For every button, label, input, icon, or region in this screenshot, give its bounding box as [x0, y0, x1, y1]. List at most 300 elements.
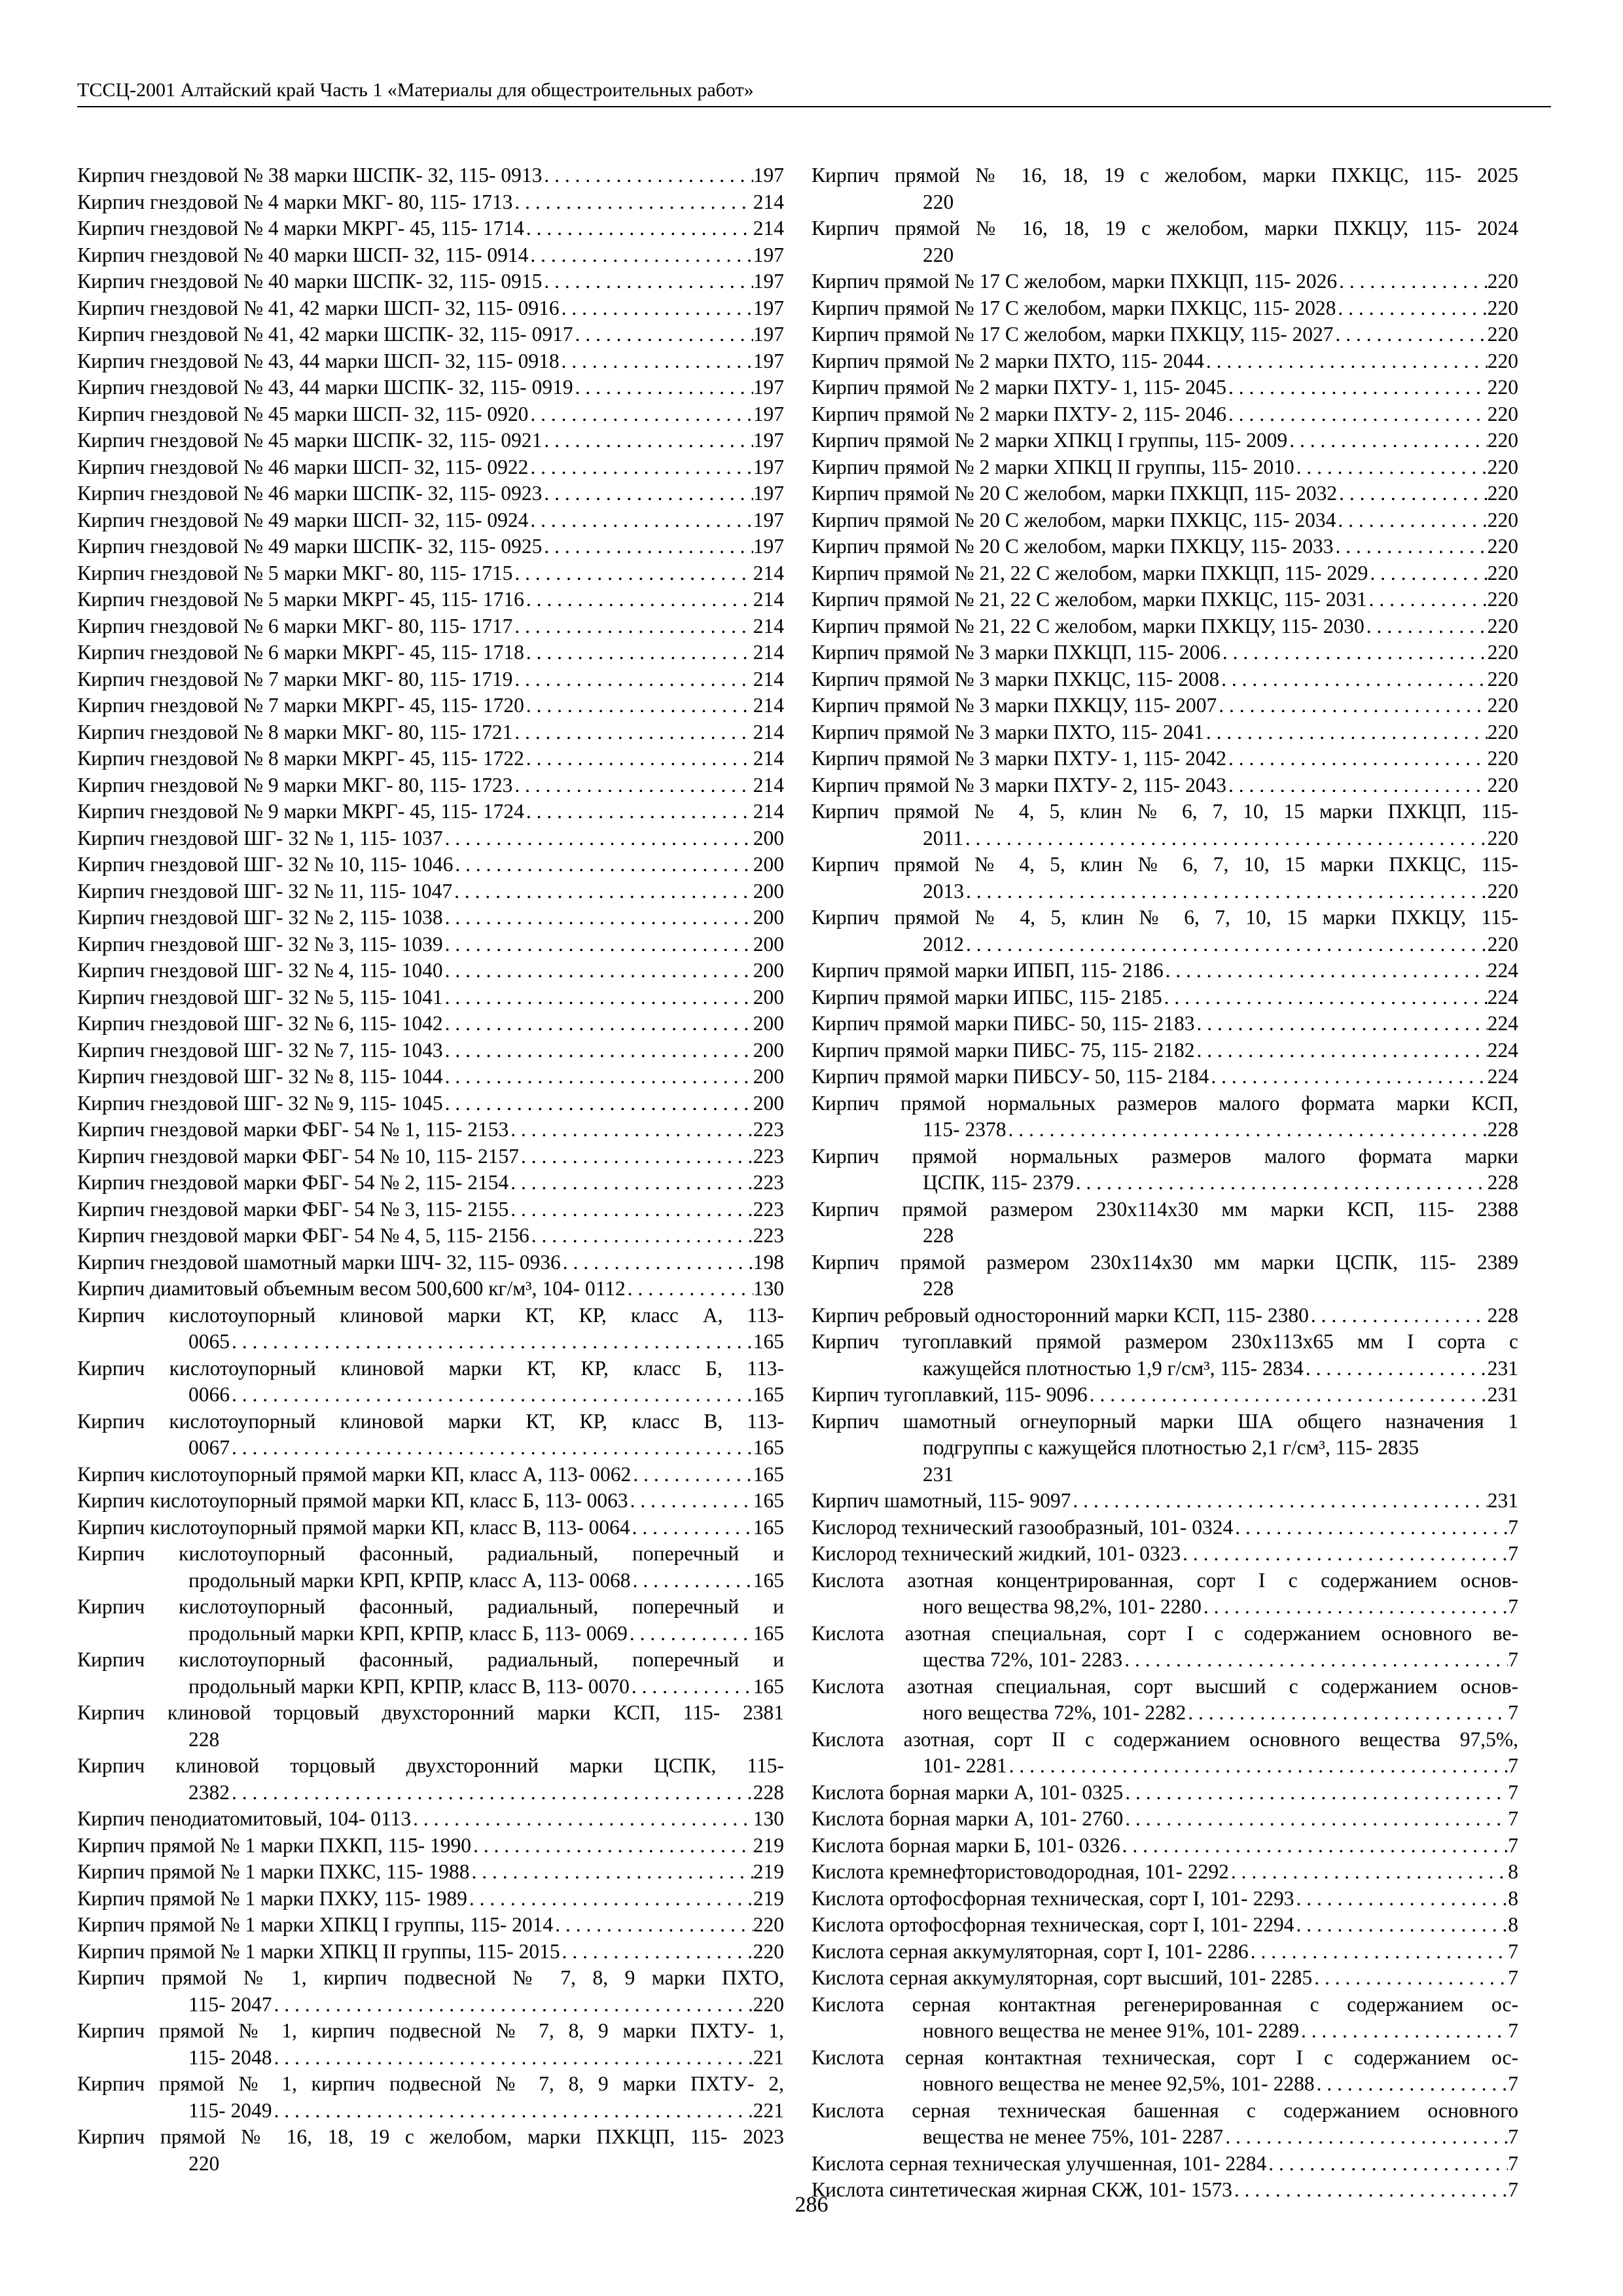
entry-page: 214: [753, 561, 784, 584]
index-entry: [812, 1515, 1518, 1541]
entry-line: [77, 639, 784, 666]
entry-text: Кирпич прямой № 17 С желобом, марки ПХКЦУ, 115- 2027: [812, 323, 1334, 346]
dot-leader: [561, 1249, 753, 1276]
entry-text: Кирпич гнездовой № 38 марки ШСПК- 32, 115- 0913: [77, 164, 543, 187]
entry-page: 197: [753, 455, 784, 478]
entry-page: 219: [753, 1833, 784, 1857]
index-entry: [77, 905, 784, 931]
entry-line: [812, 454, 1518, 481]
entry-text: Кирпич гнездовой ШГ- 32 № 9, 115- 1045: [77, 1091, 443, 1115]
dot-leader: [230, 1329, 753, 1355]
entry-text-line: Кирпич прямой № 16, 18, 19 с желобом, марки ПХКЦУ, 115- 2024: [812, 217, 1518, 240]
entry-text: Кирпич прямой № 1 марки ПХКС, 115- 1988: [77, 1860, 470, 1883]
dot-leader: [512, 772, 753, 799]
entry-text: Кирпич прямой № 21, 22 С желобом, марки ПХКЦС, 115- 2031: [812, 588, 1367, 611]
entry-line: [812, 1886, 1518, 1912]
index-entry: [812, 1064, 1518, 1090]
index-entry: [812, 745, 1518, 772]
index-entry: [812, 162, 1518, 215]
entry-line: [77, 533, 784, 560]
entry-text-line: Кирпич кислотоупорный клиновой марки КТ, КР, класс Б, 113-: [77, 1356, 784, 1380]
dot-leader: [528, 242, 753, 269]
entry-text-line: Кирпич прямой № 1, кирпич подвесной № 7, 8, 9 марки ПХТУ- 1,: [77, 2019, 784, 2042]
entry-text: продольный марки КРП, КРПР, класс Б, 113- 0069: [188, 1621, 628, 1645]
entry-text: Кирпич прямой № 3 марки ПХКЦС, 115- 2008: [812, 667, 1220, 691]
index-entry: [77, 2018, 784, 2071]
entry-page: 197: [753, 349, 784, 372]
index-entry: [77, 931, 784, 958]
entry-text-line: Кислота азотная специальная, сорт I с содержанием основного ве-: [812, 1621, 1518, 1645]
index-entry: [812, 1727, 1518, 1780]
dot-leader: [573, 374, 753, 401]
page-header-title: ТССЦ-2001 Алтайский край Часть 1 «Материалы для общестроительных работ»: [77, 79, 754, 101]
entry-line: [77, 958, 784, 984]
dot-leader: [1162, 984, 1488, 1011]
dot-leader: [1164, 958, 1488, 984]
entry-text: Кирпич прямой № 1 марки ПХКП, 115- 1990: [77, 1833, 472, 1857]
dot-leader: [631, 1462, 753, 1488]
dot-leader: [1294, 454, 1488, 481]
entry-line: [77, 1674, 784, 1700]
entry-line: [77, 1223, 784, 1249]
entry-text-line: Кирпич прямой № 1, кирпич подвесной № 7, 8, 9 марки ПХТО,: [77, 1966, 784, 1989]
index-entry: [812, 1143, 1518, 1196]
entry-page: 221: [753, 2045, 784, 2069]
entry-line: [77, 162, 784, 189]
entry-page: 165: [753, 1330, 784, 1353]
entry-text: 0066: [188, 1383, 230, 1406]
dot-leader: [528, 401, 753, 428]
entry-line: [77, 1515, 784, 1541]
dot-leader: [1122, 1647, 1508, 1674]
entry-page: 200: [753, 959, 784, 982]
dot-leader: [1217, 692, 1488, 719]
dot-leader: [626, 1276, 753, 1302]
entry-text: Кирпич гнездовой № 6 марки МКРГ- 45, 115- 1718: [77, 641, 524, 664]
entry-line: [77, 507, 784, 534]
entry-text: Кирпич прямой № 1 марки ХПКЦ II группы, 115- 2015: [77, 1939, 560, 1963]
index-entry: [77, 1090, 784, 1117]
dot-leader: [1181, 1541, 1508, 1568]
index-column-right: [812, 162, 1518, 2204]
dot-leader: [512, 189, 753, 216]
entry-line: [77, 1833, 784, 1859]
entry-text: Кирпич прямой № 21, 22 С желобом, марки ПХКЦП, 115- 2029: [812, 561, 1368, 584]
header-divider: [77, 106, 1551, 107]
dot-leader: [1336, 295, 1487, 322]
entry-text-line: Кислота серная техническая башенная с содержанием основного: [812, 2098, 1518, 2122]
index-entry: [77, 1196, 784, 1223]
entry-text: 0067: [188, 1436, 230, 1459]
index-entry: [812, 1196, 1518, 1249]
index-entry: [77, 958, 784, 984]
dot-leader: [1249, 1939, 1508, 1965]
entry-text: Кирпич гнездовой ШГ- 32 № 2, 115- 1038: [77, 906, 443, 929]
dot-leader: [443, 825, 753, 852]
dot-leader: [452, 878, 753, 905]
index-entry: [812, 507, 1518, 534]
entry-line: [812, 666, 1518, 693]
entry-page: 214: [753, 190, 784, 213]
index-entry: [812, 1912, 1518, 1939]
index-entry: [77, 374, 784, 401]
dot-leader: [1071, 1488, 1487, 1515]
entry-page: 165: [753, 1462, 784, 1486]
entry-page: 165: [753, 1515, 784, 1539]
dot-leader: [453, 852, 753, 878]
entry-text: 2382: [188, 1780, 230, 1804]
index-entry: [812, 560, 1518, 587]
entry-text-line: Кирпич кислотоупорный фасонный, радиальный, поперечный и: [77, 1542, 784, 1565]
index-entry: [812, 1965, 1518, 1992]
entry-line: [77, 692, 784, 719]
entry-text: 115- 2378: [923, 1118, 1007, 1141]
dot-leader: [1006, 1117, 1487, 1143]
index-entry: [812, 1488, 1518, 1515]
entry-text: Кирпич прямой № 1 марки ХПКЦ I группы, 115- 2014: [77, 1913, 554, 1936]
entry-line: [812, 772, 1518, 799]
entry-page: 220: [753, 1913, 784, 1936]
entry-text: Кирпич прямой марки ИПБП, 115- 2186: [812, 959, 1164, 982]
entry-line: [77, 1276, 784, 1302]
entry-text: Кирпич гнездовой ШГ- 32 № 11, 115- 1047: [77, 879, 453, 903]
index-entry: [812, 1408, 1518, 1488]
entry-text: Кирпич прямой № 3 марки ПХКЦП, 115- 2006: [812, 641, 1221, 664]
entry-text: Кирпич гнездовой № 9 марки МКГ- 80, 115- 1723: [77, 773, 513, 797]
index-entry: [77, 878, 784, 905]
entry-page: 198: [753, 1250, 784, 1274]
index-entry: [812, 533, 1518, 560]
entry-text: Кирпич гнездовой № 43, 44 марки ШСП- 32, 115- 0918: [77, 349, 560, 372]
entry-line: [812, 1117, 1518, 1143]
entry-page: 7: [1508, 1966, 1518, 1989]
entry-page: 214: [753, 694, 784, 717]
entry-text-line: Кирпич прямой размером 230x114x30 мм марки КСП, 115- 2388: [812, 1197, 1518, 1221]
dot-leader: [1309, 1302, 1488, 1329]
index-entry: [77, 745, 784, 772]
dot-leader: [542, 533, 753, 560]
dot-leader: [1007, 1753, 1508, 1780]
entry-text: новного вещества не менее 91%, 101- 2289: [923, 2019, 1300, 2042]
entry-text: Кирпич гнездовой № 46 марки ШСПК- 32, 115- 0923: [77, 482, 543, 505]
entry-page: 220: [1487, 323, 1518, 346]
entry-page: 200: [753, 879, 784, 903]
entry-text: Кирпич прямой № 1 марки ПХКУ, 115- 1989: [77, 1886, 467, 1910]
entry-line: [812, 427, 1518, 454]
entry-text: 2013: [923, 879, 964, 903]
entry-text: Кирпич гнездовой № 4 марки МКГ- 80, 115- 1713: [77, 190, 513, 213]
dot-leader: [630, 1515, 753, 1541]
entry-text: Кирпич гнездовой марки ФБГ- 54 № 3, 115- 2155: [77, 1197, 509, 1221]
entry-line: [812, 480, 1518, 507]
dot-leader: [512, 666, 753, 693]
entry-line: [77, 1170, 784, 1196]
entry-text: Кирпич гнездовой № 40 марки ШСП- 32, 115- 0914: [77, 243, 529, 266]
dot-leader: [1186, 1700, 1508, 1727]
entry-text-line: подгруппы с кажущейся плотностью 2,1 г/см³, 115- 2835: [923, 1436, 1419, 1459]
index-entry: [77, 1939, 784, 1965]
entry-text: ЦСПК, 115- 2379: [923, 1171, 1074, 1194]
entry-line: [77, 454, 784, 481]
entry-page: 220: [753, 1992, 784, 2016]
index-entry: [77, 2124, 784, 2177]
dot-leader: [528, 507, 753, 534]
dot-leader: [230, 1382, 753, 1408]
dot-leader: [443, 1064, 753, 1090]
entry-line: [77, 825, 784, 852]
entry-line: [77, 745, 784, 772]
entry-page: 220: [1487, 932, 1518, 956]
entry-line: [812, 2124, 1518, 2151]
index-entry: [77, 1355, 784, 1408]
index-entry: [812, 984, 1518, 1011]
entry-text-line: Кирпич клиновой торцовый двухсторонний марки ЦСПК, 115-: [77, 1754, 784, 1777]
index-entry: [77, 1515, 784, 1541]
index-entry: [812, 1302, 1518, 1329]
entry-line: [812, 533, 1518, 560]
dot-leader: [230, 1780, 753, 1806]
entry-text: Кирпич прямой № 3 марки ПХКЦУ, 115- 2007: [812, 694, 1217, 717]
entry-page: 200: [753, 826, 784, 850]
index-entry: [812, 480, 1518, 507]
entry-text: продольный марки КРП, КРПР, класс А, 113- 0068: [188, 1568, 631, 1592]
index-entry: [812, 321, 1518, 348]
entry-page: 7: [1508, 1648, 1518, 1671]
entry-text-line: Кирпич прямой № 4, 5, клин № 6, 7, 10, 15 марки ПХКЦУ, 115-: [812, 906, 1518, 929]
entry-text: Кирпич гнездовой ШГ- 32 № 8, 115- 1044: [77, 1065, 443, 1088]
entry-text: Кислота синтетическая жирная СКЖ, 101- 1573: [812, 2178, 1232, 2201]
index-entry: [77, 586, 784, 613]
entry-text: Кирпич гнездовой № 49 марки ШСПК- 32, 115- 0925: [77, 535, 543, 558]
entry-text: ного вещества 72%, 101- 2282: [923, 1701, 1186, 1724]
entry-line: [77, 374, 784, 401]
index-entry: [77, 1117, 784, 1143]
entry-line: [812, 958, 1518, 984]
entry-text: 0065: [188, 1330, 230, 1353]
entry-page: 224: [1487, 985, 1518, 1009]
entry-line: [77, 1382, 784, 1408]
entry-text: Кислота ортофосфорная техническая, сорт I, 101- 2294: [812, 1913, 1294, 1936]
dot-leader: [1266, 2151, 1508, 2178]
entry-text: Кирпич прямой марки ИПБС, 115- 2185: [812, 985, 1162, 1009]
entry-line: [77, 1859, 784, 1886]
entry-line: [77, 1780, 784, 1806]
dot-leader: [964, 878, 1488, 905]
entry-page: 231: [923, 1462, 954, 1486]
entry-text: Кирпич гнездовой ШГ- 32 № 10, 115- 1046: [77, 853, 454, 876]
index-entry: [77, 1594, 784, 1647]
index-entry: [77, 1408, 784, 1462]
index-entry: [812, 2098, 1518, 2151]
entry-page: 223: [753, 1144, 784, 1168]
dot-leader: [508, 1196, 753, 1223]
dot-leader: [560, 295, 753, 322]
entry-text: ного вещества 98,2%, 101- 2280: [923, 1595, 1202, 1618]
dot-leader: [1336, 507, 1487, 534]
entry-page: 214: [753, 614, 784, 637]
entry-text: Кирпич гнездовой № 5 марки МКГ- 80, 115- 1715: [77, 561, 513, 584]
index-entry: [77, 2071, 784, 2124]
entry-line: [812, 719, 1518, 746]
dot-leader: [272, 2098, 753, 2125]
dot-leader: [628, 1488, 753, 1515]
entry-line: [77, 798, 784, 825]
entry-page: 220: [923, 243, 954, 266]
index-entry: [812, 1806, 1518, 1833]
entry-line: [812, 931, 1518, 958]
entry-text-line: Кирпич прямой нормальных размеров малого формата марки КСП,: [812, 1091, 1518, 1115]
index-entry: [812, 772, 1518, 799]
entry-page: 197: [753, 429, 784, 452]
entry-text: Кирпич гнездовой № 49 марки ШСП- 32, 115- 0924: [77, 508, 529, 531]
entry-text: Кирпич гнездовой № 45 марки ШСП- 32, 115- 0920: [77, 402, 529, 425]
entry-page: 197: [753, 508, 784, 531]
entry-line: [812, 1170, 1518, 1196]
entry-line: [812, 984, 1518, 1011]
entry-line: [77, 878, 784, 905]
index-entry: [77, 1249, 784, 1276]
entry-text: Кирпич гнездовой № 41, 42 марки ШСПК- 32, 115- 0917: [77, 323, 573, 346]
index-entry: [812, 2151, 1518, 2178]
entry-page: 228: [753, 1780, 784, 1804]
entry-page: 220: [1487, 747, 1518, 770]
index-entry: [77, 1647, 784, 1700]
entry-text-line: Кирпич кислотоупорный клиновой марки КТ, КР, класс А, 113-: [77, 1303, 784, 1327]
entry-text: Кислота серная техническая улучшенная, 101- 2284: [812, 2151, 1267, 2175]
entry-page: 7: [1508, 1515, 1518, 1539]
index-entry: [77, 1912, 784, 1939]
entry-line: [812, 1064, 1518, 1090]
entry-text-line: Кирпич шамотный огнеупорный марки ША общего назначения 1: [812, 1409, 1518, 1433]
entry-page: 130: [753, 1807, 784, 1830]
entry-page: 220: [923, 190, 954, 213]
entry-page: 200: [753, 1065, 784, 1088]
entry-text: Кирпич прямой № 3 марки ПХТО, 115- 2041: [812, 720, 1204, 744]
index-entry: [812, 798, 1518, 852]
dot-leader: [524, 745, 753, 772]
index-entry: [77, 560, 784, 587]
entry-line: [812, 295, 1518, 322]
entry-line: [812, 586, 1518, 613]
entry-line: [77, 295, 784, 322]
entry-page: 228: [188, 1727, 220, 1751]
entry-text: Кирпич гнездовой № 40 марки ШСПК- 32, 115- 0915: [77, 270, 543, 293]
entry-page: 223: [753, 1171, 784, 1194]
entry-line: [812, 2151, 1518, 2178]
entry-page: 220: [1487, 455, 1518, 478]
entry-page: 197: [753, 402, 784, 425]
entry-page: 224: [1487, 959, 1518, 982]
entry-text-line: Кирпич кислотоупорный фасонный, радиальный, поперечный и: [77, 1595, 784, 1618]
entry-line: [812, 1965, 1518, 1992]
entry-page: 220: [1487, 561, 1518, 584]
entry-text: Кирпич гнездовой № 8 марки МКРГ- 45, 115- 1722: [77, 747, 524, 770]
entry-page: 214: [753, 773, 784, 797]
entry-page: 223: [753, 1224, 784, 1247]
dot-leader: [1219, 666, 1488, 693]
entry-line: [77, 852, 784, 878]
index-entry: [77, 1064, 784, 1090]
entry-page: 220: [1487, 641, 1518, 664]
dot-leader: [560, 348, 753, 375]
entry-text: Кислота ортофосфорная техническая, сорт I, 101- 2293: [812, 1886, 1294, 1910]
entry-line: [77, 719, 784, 746]
entry-page: 165: [753, 1489, 784, 1512]
dot-leader: [1337, 268, 1488, 295]
dot-leader: [443, 958, 753, 984]
entry-page: 224: [1487, 1065, 1518, 1088]
dot-leader: [524, 798, 753, 825]
index-entry: [77, 719, 784, 746]
dot-leader: [230, 1435, 753, 1462]
entry-page: 130: [753, 1277, 784, 1300]
entry-text: Кислород технический жидкий, 101- 0323: [812, 1542, 1181, 1565]
entry-text: Кислород технический газообразный, 101- 0324: [812, 1515, 1234, 1539]
entry-text: Кирпич прямой марки ПИБС- 75, 115- 2182: [812, 1038, 1195, 1062]
index-entry: [812, 215, 1518, 268]
dot-leader: [573, 321, 753, 348]
entry-page: 214: [753, 747, 784, 770]
entry-page: 220: [1487, 773, 1518, 797]
index-entry: [77, 1488, 784, 1515]
entry-text: Кирпич прямой № 20 С желобом, марки ПХКЦП, 115- 2032: [812, 482, 1338, 505]
entry-page: 197: [753, 376, 784, 399]
entry-line: [812, 374, 1518, 401]
entry-page: 214: [753, 800, 784, 823]
index-entry: [77, 1037, 784, 1064]
entry-text: Кирпич гнездовой ШГ- 32 № 7, 115- 1043: [77, 1038, 443, 1062]
entry-line: [812, 1382, 1518, 1408]
entry-page: 165: [753, 1383, 784, 1406]
entry-line: [812, 878, 1518, 905]
index-entry: [812, 1674, 1518, 1727]
entry-text: Кирпич гнездовой марки ФБГ- 54 № 10, 115- 2157: [77, 1144, 520, 1168]
dot-leader: [1337, 480, 1488, 507]
entry-page: 219: [753, 1886, 784, 1910]
entry-text-line: Кирпич прямой № 4, 5, клин № 6, 7, 10, 15 марки ПХКЦП, 115-: [812, 800, 1518, 823]
dot-leader: [542, 268, 753, 295]
entry-line: [812, 639, 1518, 666]
entry-line: [812, 1939, 1518, 1965]
entry-text: щества 72%, 101- 2283: [923, 1648, 1123, 1671]
entry-page: 7: [1508, 2125, 1518, 2148]
index-entry: [77, 1011, 784, 1037]
dot-leader: [1226, 772, 1488, 799]
dot-leader: [1229, 1859, 1508, 1886]
dot-leader: [1304, 1355, 1488, 1382]
index-entry: [812, 1249, 1518, 1302]
dot-leader: [1294, 1886, 1508, 1912]
entry-page: 165: [753, 1621, 784, 1645]
entry-text: Кирпич прямой № 20 С желобом, марки ПХКЦС, 115- 2034: [812, 508, 1336, 531]
dot-leader: [963, 825, 1488, 852]
index-entry: [77, 772, 784, 799]
entry-line: [77, 348, 784, 375]
entry-line: [77, 242, 784, 269]
entry-text: Кирпич гнездовой ШГ- 32 № 1, 115- 1037: [77, 826, 443, 850]
entry-page: 220: [1487, 482, 1518, 505]
entry-line: [812, 268, 1518, 295]
dot-leader: [1123, 1780, 1508, 1806]
entry-text: Кирпич гнездовой № 6 марки МКГ- 80, 115- 1717: [77, 614, 513, 637]
entry-line: [77, 1090, 784, 1117]
index-entry: [812, 1382, 1518, 1408]
entry-page: 223: [753, 1197, 784, 1221]
entry-text: Кирпич гнездовой № 45 марки ШСПК- 32, 115- 0921: [77, 429, 543, 452]
entry-line: [77, 560, 784, 587]
index-entry: [812, 374, 1518, 401]
entry-line: [77, 586, 784, 613]
